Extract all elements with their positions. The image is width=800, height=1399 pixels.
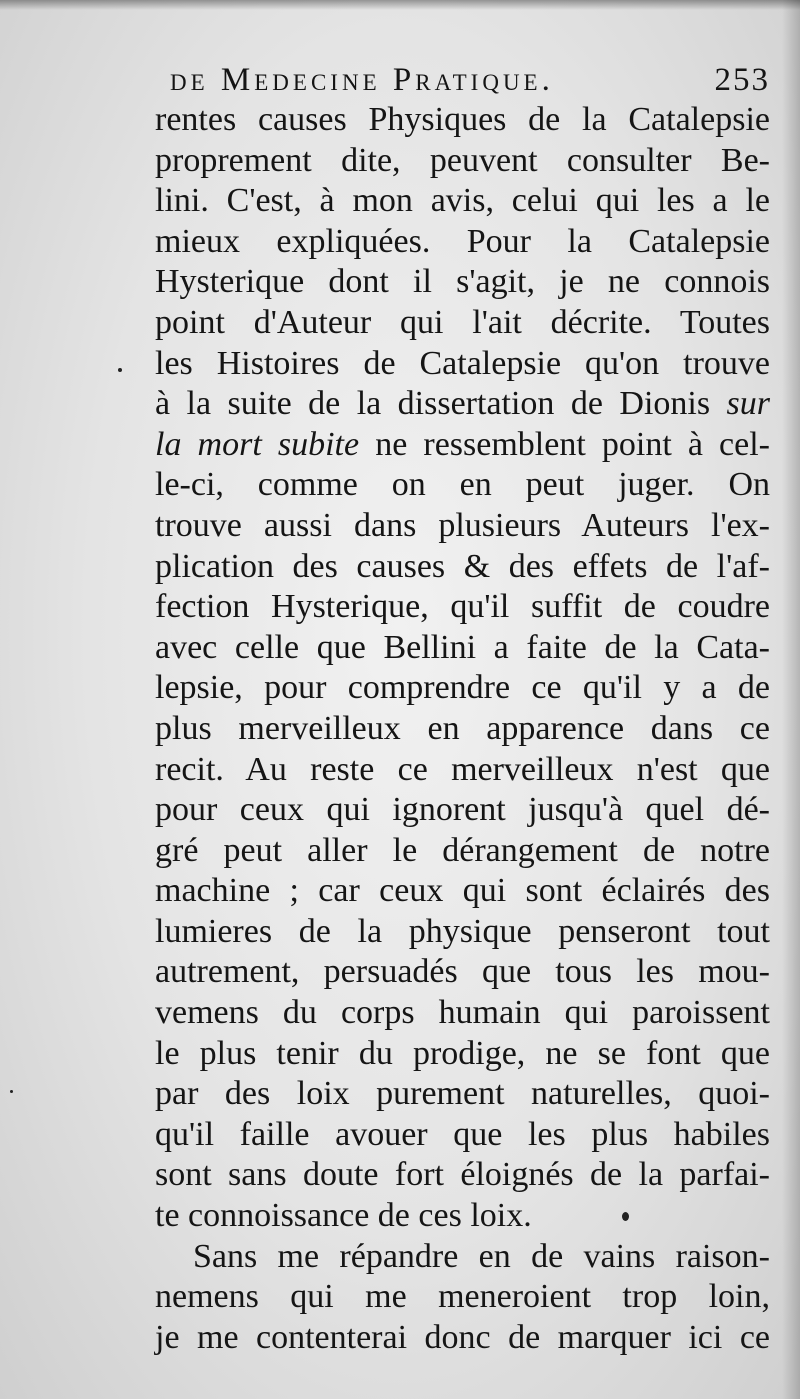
text-line: proprement dite, peuvent consulter Be- (155, 141, 770, 179)
running-title: de Medecine Pratique. (170, 62, 554, 98)
text-line: la mort subite ne ressemblent point à cel- (155, 425, 770, 463)
text-line: fection Hysterique, qu'il suffit de coudre (155, 588, 770, 626)
text-line: rentes causes Physiques de la Catalepsie (155, 101, 770, 138)
text-line: lepsie, pour comprendre ce qu'il y a de (155, 669, 770, 707)
text-line: pour ceux qui ignorent jusqu'à quel dé- (155, 791, 770, 829)
text-line: gré peut aller le dérangement de notre (155, 831, 770, 869)
text-line: avec celle que Bellini a faite de la Cata- (155, 628, 770, 666)
page-number: 253 (714, 62, 770, 98)
page-top-shadow (0, 0, 800, 10)
page-edge-shadow (782, 0, 800, 1399)
text-line: trouve aussi dans plusieurs Auteurs l'ex- (155, 506, 770, 544)
text-line: vemens du corps humain qui paroissent (155, 994, 770, 1032)
text-line: nemens qui me meneroient trop loin, (155, 1278, 770, 1316)
text-line: lini. C'est, à mon avis, celui qui les a le (155, 182, 770, 220)
text-line: plication des causes & des effets de l'af- (155, 547, 770, 585)
text-line: qu'il faille avouer que les plus habiles (155, 1115, 770, 1153)
text-line: Sans me répandre en de vains raison- (193, 1237, 770, 1275)
text-line: lumieres de la physique penseront tout (155, 912, 770, 950)
text-line: sont sans doute fort éloignés de la parfai- (155, 1156, 770, 1194)
body-text (155, 100, 770, 1358)
italic-phrase: sur (726, 385, 770, 423)
text-line: les Histoires de Catalepsie qu'on trouve (155, 344, 770, 382)
italic-phrase: la mort subite (155, 425, 360, 463)
text-line: plus merveilleux en apparence dans ce (155, 709, 770, 747)
text-line: Hysterique dont il s'agit, je ne connois (155, 263, 770, 301)
text-line: autrement, persuadés que tous les mou- (155, 953, 770, 991)
text-line: le-ci, comme on en peut juger. On (155, 466, 770, 504)
text-line: à la suite de la dissertation de Dionis sur (155, 385, 770, 423)
text-line: point d'Auteur qui l'ait décrite. Toutes (155, 303, 770, 341)
text-line: par des loix purement naturelles, quoi- (155, 1075, 770, 1113)
text-line: je me contenterai donc de marquer ici ce (155, 1318, 770, 1356)
text-line: machine ; car ceux qui sont éclairés des (155, 872, 770, 910)
text-line: mieux expliquées. Pour la Catalepsie (155, 222, 770, 260)
ink-speck (622, 1212, 629, 1221)
ink-speck (118, 368, 122, 372)
text-line: te connoissance de ces loix. (155, 1197, 532, 1235)
text-line: le plus tenir du prodige, ne se font que (155, 1034, 770, 1072)
text-line: recit. Au reste ce merveilleux n'est que (155, 750, 770, 788)
ink-speck (10, 1090, 13, 1093)
